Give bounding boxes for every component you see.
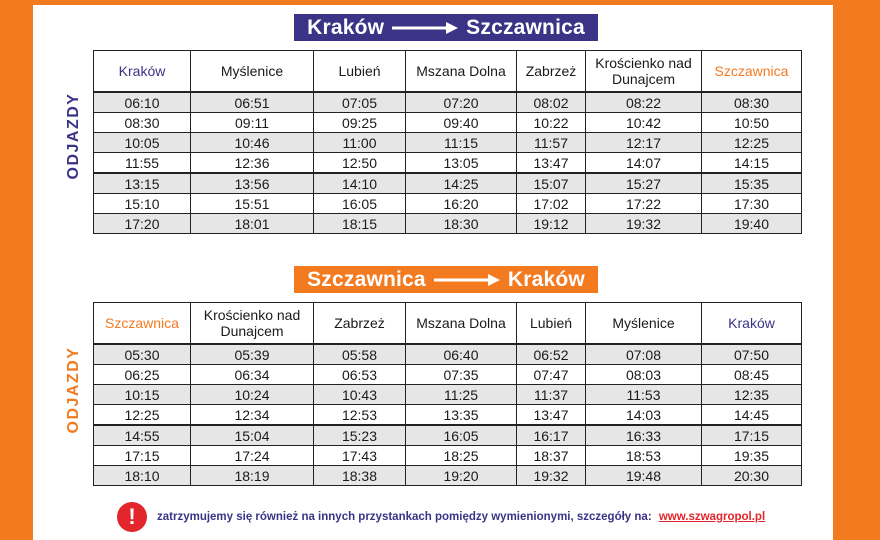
time-cell: 12:25 bbox=[702, 133, 802, 153]
time-cell: 12:35 bbox=[702, 385, 802, 405]
time-cell: 17:22 bbox=[586, 194, 702, 214]
time-cell: 15:35 bbox=[702, 173, 802, 194]
time-cell: 15:04 bbox=[191, 425, 314, 446]
time-cell: 17:02 bbox=[517, 194, 586, 214]
time-cell: 08:30 bbox=[702, 92, 802, 113]
time-cell: 05:39 bbox=[191, 344, 314, 365]
time-cell: 17:30 bbox=[702, 194, 802, 214]
time-cell: 09:40 bbox=[406, 113, 517, 133]
time-cell: 19:32 bbox=[517, 466, 586, 486]
banner-to: Kraków bbox=[507, 268, 585, 291]
time-cell: 07:35 bbox=[406, 365, 517, 385]
time-cell: 16:05 bbox=[314, 194, 406, 214]
time-cell: 06:51 bbox=[191, 92, 314, 113]
time-cell: 19:20 bbox=[406, 466, 517, 486]
frame-left bbox=[0, 0, 33, 540]
timetable-szczawnica-krakow bbox=[93, 302, 802, 486]
table-row bbox=[94, 194, 802, 214]
time-cell: 13:56 bbox=[191, 173, 314, 194]
time-cell: 14:25 bbox=[406, 173, 517, 194]
time-cell: 20:30 bbox=[702, 466, 802, 486]
time-cell: 14:15 bbox=[702, 153, 802, 174]
time-cell: 12:34 bbox=[191, 405, 314, 426]
time-cell: 09:25 bbox=[314, 113, 406, 133]
column-header: Myślenice bbox=[586, 303, 702, 345]
timetable-krakow-szczawnica bbox=[93, 50, 802, 234]
time-cell: 06:25 bbox=[94, 365, 191, 385]
time-cell: 14:07 bbox=[586, 153, 702, 174]
time-cell: 17:20 bbox=[94, 214, 191, 234]
route-banner-krakow-szczawnica bbox=[294, 14, 598, 41]
side-label-odjazdy: ODJAZDY bbox=[65, 92, 82, 180]
table-row bbox=[94, 466, 802, 486]
table-row bbox=[94, 425, 802, 446]
table-row bbox=[94, 133, 802, 153]
website-link[interactable]: www.szwagropol.pl bbox=[658, 511, 766, 523]
time-cell: 08:02 bbox=[517, 92, 586, 113]
time-cell: 09:11 bbox=[191, 113, 314, 133]
time-cell: 17:24 bbox=[191, 446, 314, 466]
time-cell: 08:03 bbox=[586, 365, 702, 385]
column-header: Kraków bbox=[702, 303, 802, 345]
column-header: Krościenko nad Dunajcem bbox=[586, 51, 702, 93]
time-cell: 18:38 bbox=[314, 466, 406, 486]
time-cell: 13:05 bbox=[406, 153, 517, 174]
column-header: Lubień bbox=[314, 51, 406, 93]
time-cell: 17:43 bbox=[314, 446, 406, 466]
stops-notice bbox=[117, 500, 817, 534]
time-cell: 05:58 bbox=[314, 344, 406, 365]
arrow-right-icon bbox=[432, 266, 502, 293]
banner-to: Szczawnica bbox=[466, 16, 585, 39]
table-row bbox=[94, 446, 802, 466]
time-cell: 17:15 bbox=[702, 425, 802, 446]
frame-right bbox=[833, 0, 880, 540]
time-cell: 18:15 bbox=[314, 214, 406, 234]
column-header: Myślenice bbox=[191, 51, 314, 93]
time-cell: 07:47 bbox=[517, 365, 586, 385]
time-cell: 13:47 bbox=[517, 405, 586, 426]
time-cell: 18:01 bbox=[191, 214, 314, 234]
table-row bbox=[94, 344, 802, 365]
time-cell: 07:05 bbox=[314, 92, 406, 113]
time-cell: 18:25 bbox=[406, 446, 517, 466]
table-row bbox=[94, 113, 802, 133]
frame-top bbox=[0, 0, 880, 5]
arrow-right-icon bbox=[390, 14, 460, 41]
column-header: Szczawnica bbox=[94, 303, 191, 345]
column-header: Zabrzeż bbox=[517, 51, 586, 93]
time-cell: 18:10 bbox=[94, 466, 191, 486]
time-cell: 12:17 bbox=[586, 133, 702, 153]
time-cell: 11:25 bbox=[406, 385, 517, 405]
time-cell: 15:10 bbox=[94, 194, 191, 214]
time-cell: 10:46 bbox=[191, 133, 314, 153]
side-label-odjazdy: ODJAZDY bbox=[65, 346, 82, 434]
table-row bbox=[94, 92, 802, 113]
time-cell: 05:30 bbox=[94, 344, 191, 365]
table-row bbox=[94, 153, 802, 174]
time-cell: 08:22 bbox=[586, 92, 702, 113]
time-cell: 10:43 bbox=[314, 385, 406, 405]
table-row bbox=[94, 405, 802, 426]
time-cell: 17:15 bbox=[94, 446, 191, 466]
time-cell: 11:15 bbox=[406, 133, 517, 153]
time-cell: 08:30 bbox=[94, 113, 191, 133]
header-row bbox=[94, 51, 802, 93]
time-cell: 06:10 bbox=[94, 92, 191, 113]
column-header: Zabrzeż bbox=[314, 303, 406, 345]
time-cell: 13:35 bbox=[406, 405, 517, 426]
time-cell: 06:53 bbox=[314, 365, 406, 385]
time-cell: 18:30 bbox=[406, 214, 517, 234]
time-cell: 10:15 bbox=[94, 385, 191, 405]
table-row bbox=[94, 214, 802, 234]
time-cell: 19:48 bbox=[586, 466, 702, 486]
time-cell: 12:50 bbox=[314, 153, 406, 174]
time-cell: 12:53 bbox=[314, 405, 406, 426]
banner-from: Szczawnica bbox=[307, 268, 426, 291]
time-cell: 13:47 bbox=[517, 153, 586, 174]
time-cell: 18:53 bbox=[586, 446, 702, 466]
time-cell: 06:52 bbox=[517, 344, 586, 365]
time-cell: 16:33 bbox=[586, 425, 702, 446]
time-cell: 07:08 bbox=[586, 344, 702, 365]
time-cell: 16:20 bbox=[406, 194, 517, 214]
banner-from: Kraków bbox=[307, 16, 385, 39]
time-cell: 15:23 bbox=[314, 425, 406, 446]
time-cell: 07:20 bbox=[406, 92, 517, 113]
time-cell: 11:37 bbox=[517, 385, 586, 405]
time-cell: 10:22 bbox=[517, 113, 586, 133]
time-cell: 13:15 bbox=[94, 173, 191, 194]
time-cell: 16:17 bbox=[517, 425, 586, 446]
time-cell: 06:34 bbox=[191, 365, 314, 385]
time-cell: 10:50 bbox=[702, 113, 802, 133]
time-cell: 19:32 bbox=[586, 214, 702, 234]
time-cell: 16:05 bbox=[406, 425, 517, 446]
time-cell: 15:07 bbox=[517, 173, 586, 194]
time-cell: 10:42 bbox=[586, 113, 702, 133]
time-cell: 10:05 bbox=[94, 133, 191, 153]
column-header: Kraków bbox=[94, 51, 191, 93]
time-cell: 06:40 bbox=[406, 344, 517, 365]
time-cell: 11:55 bbox=[94, 153, 191, 174]
time-cell: 18:19 bbox=[191, 466, 314, 486]
time-cell: 07:50 bbox=[702, 344, 802, 365]
table-row bbox=[94, 173, 802, 194]
time-cell: 19:35 bbox=[702, 446, 802, 466]
route-banner-szczawnica-krakow bbox=[294, 266, 598, 293]
time-cell: 14:45 bbox=[702, 405, 802, 426]
time-cell: 11:53 bbox=[586, 385, 702, 405]
time-cell: 14:03 bbox=[586, 405, 702, 426]
column-header: Krościenko nad Dunajcem bbox=[191, 303, 314, 345]
notice-text: zatrzymujemy się również na innych przystankach pomiędzy wymienionymi, szczegóły na: bbox=[157, 511, 652, 523]
time-cell: 14:10 bbox=[314, 173, 406, 194]
table-row bbox=[94, 385, 802, 405]
column-header: Szczawnica bbox=[702, 51, 802, 93]
time-cell: 12:36 bbox=[191, 153, 314, 174]
time-cell: 15:51 bbox=[191, 194, 314, 214]
exclamation-icon: ! bbox=[117, 502, 147, 532]
time-cell: 15:27 bbox=[586, 173, 702, 194]
time-cell: 19:40 bbox=[702, 214, 802, 234]
time-cell: 18:37 bbox=[517, 446, 586, 466]
time-cell: 14:55 bbox=[94, 425, 191, 446]
time-cell: 12:25 bbox=[94, 405, 191, 426]
table-row bbox=[94, 365, 802, 385]
time-cell: 08:45 bbox=[702, 365, 802, 385]
column-header: Mszana Dolna bbox=[406, 51, 517, 93]
column-header: Mszana Dolna bbox=[406, 303, 517, 345]
time-cell: 10:24 bbox=[191, 385, 314, 405]
header-row bbox=[94, 303, 802, 345]
column-header: Lubień bbox=[517, 303, 586, 345]
time-cell: 11:00 bbox=[314, 133, 406, 153]
time-cell: 11:57 bbox=[517, 133, 586, 153]
time-cell: 19:12 bbox=[517, 214, 586, 234]
